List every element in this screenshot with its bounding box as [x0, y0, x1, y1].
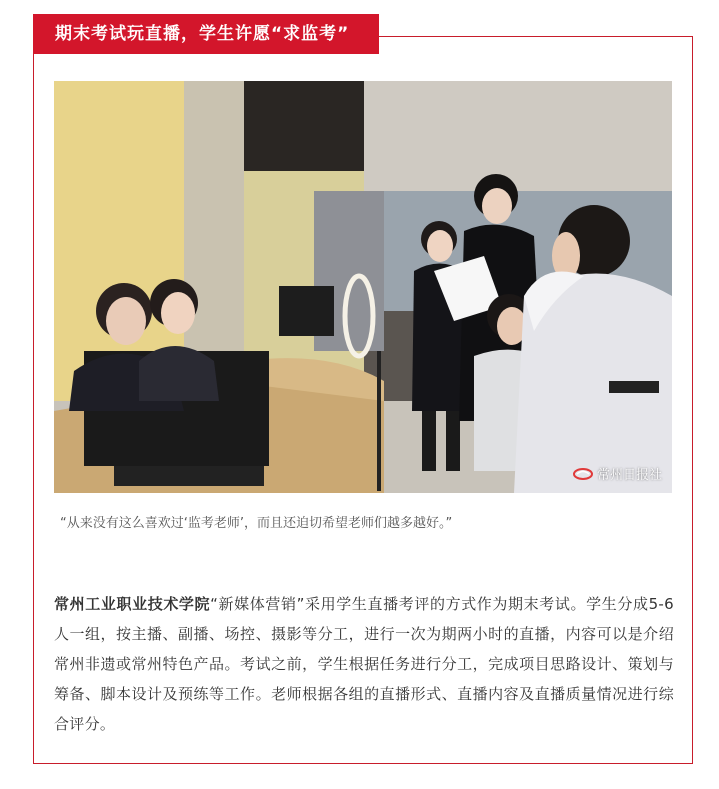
section-title: 期末考试玩直播，学生许愿“求监考”: [33, 14, 379, 54]
photo-illustration: [54, 81, 672, 493]
title-divider: [379, 36, 693, 37]
article-body: [54, 589, 674, 739]
changzhou-daily-logo-icon: [573, 467, 593, 481]
photo-watermark: [573, 464, 662, 483]
article-body-text: “新媒体营销”采用学生直播考评的方式作为期末考试。学生分成5-6人一组，按主播、副播、场控、摄影等分工，进行一次为期两小时的直播，内容可以是介绍常州非遗或常州特色产品。考试之前，学生根据任务进行分工，完成项目思路设计、策划与筹备、脚本设计及预练等工作。老师根据各组的直播形式、直播内容及直播质量情况进行综合评分。: [54, 595, 674, 733]
watermark-label: 常州日报社: [596, 468, 662, 483]
article-lead-bold: 常州工业职业技术学院: [54, 595, 211, 613]
photo-caption: “从来没有这么喜欢过‘监考老师’，而且还迫切希望老师们越多越好。”: [60, 516, 453, 531]
article-photo: [54, 81, 672, 493]
